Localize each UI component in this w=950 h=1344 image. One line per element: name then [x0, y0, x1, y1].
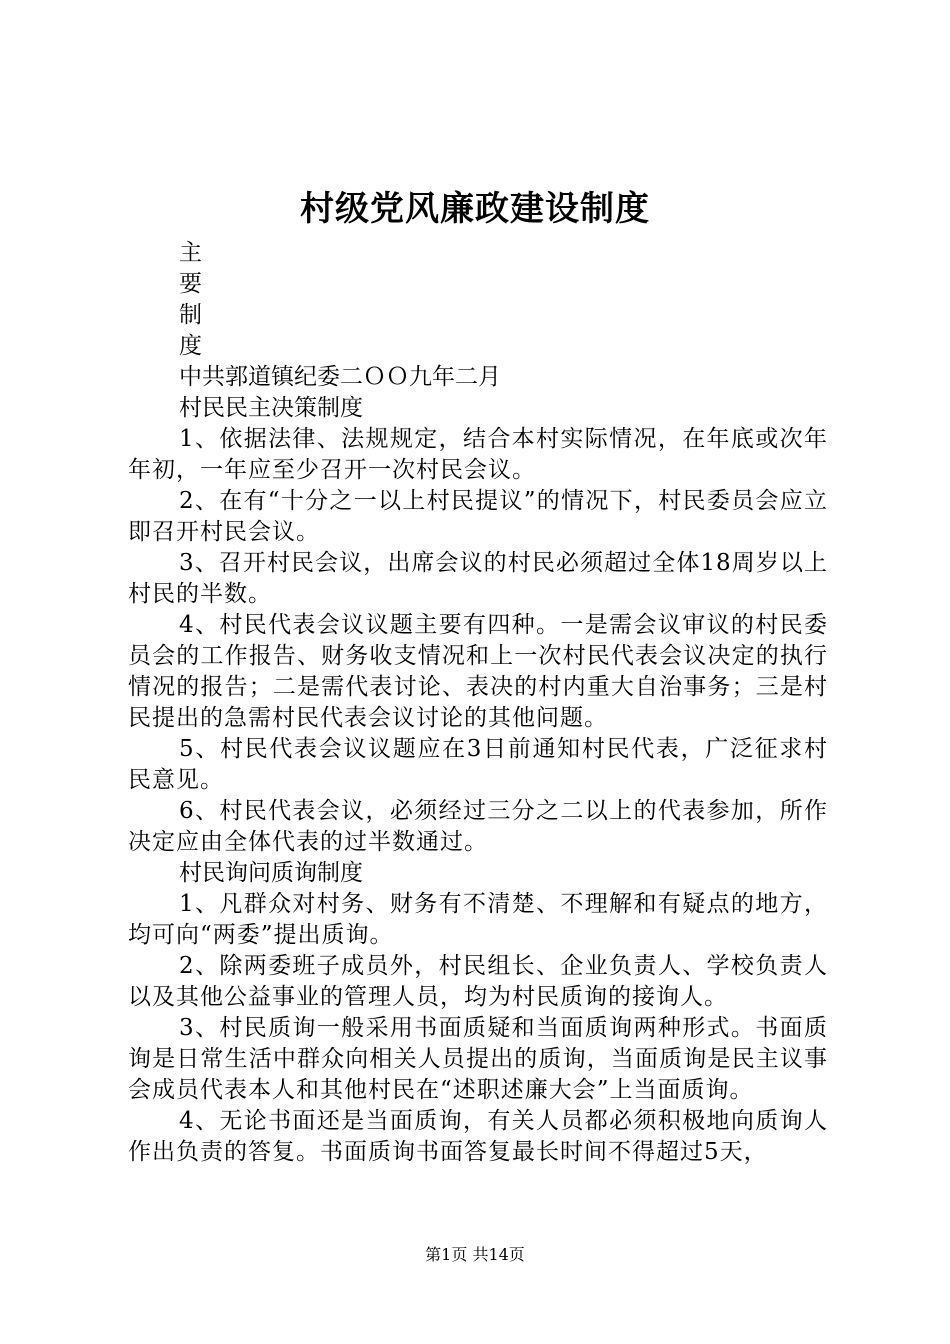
paragraph: 1、依据法律、法规规定，结合本村实际情况，在年底或次年年初，一年应至少召开一次村民会议。 — [128, 426, 828, 483]
section-heading: 村民询问质询制度 — [179, 860, 363, 886]
paragraph: 5、村民代表会议议题应在3日前通知村民代表，广泛征求村民意见。 — [128, 736, 828, 793]
paragraph: 2、在有“十分之一以上村民提议”的情况下，村民委员会应立即召开村民会议。 — [128, 488, 828, 545]
document-body — [128, 238, 828, 1168]
section-heading: 村民民主决策制度 — [179, 395, 363, 421]
vertical-heading-char: 度 — [179, 333, 202, 359]
paragraph: 6、村民代表会议，必须经过三分之二以上的代表参加，所作决定应由全体代表的过半数通过。 — [128, 798, 828, 855]
paragraph: 3、召开村民会议，出席会议的村民必须超过全体18周岁以上村民的半数。 — [128, 550, 828, 607]
issuer-line: 中共郭道镇纪委二ＯＯ九年二月 — [179, 364, 501, 390]
paragraph: 4、村民代表会议议题主要有四种。一是需会议审议的村民委员会的工作报告、财务收支情况和上一次村民代表会议决定的执行情况的报告；二是需代表讨论、表决的村内重大自治事务；三是村民提出的急需村民代表会议讨论的其他问题。 — [128, 612, 828, 731]
vertical-heading-char: 主 — [179, 240, 202, 266]
paragraph: 4、无论书面还是当面质询，有关人员都必须积极地向质询人作出负责的答复。书面质询书面答复最长时间不得超过5天， — [128, 1108, 828, 1165]
paragraph: 3、村民质询一般采用书面质疑和当面质询两种形式。书面质询是日常生活中群众向相关人员提出的质询，当面质询是民主议事会成员代表本人和其他村民在“述职述廉大会”上当面质询。 — [128, 1015, 828, 1103]
vertical-heading-char: 要 — [179, 271, 202, 297]
vertical-heading-char: 制 — [179, 302, 202, 328]
page-number-footer: 第1页 共14页 — [425, 1245, 525, 1264]
paragraph: 2、除两委班子成员外，村民组长、企业负责人、学校负责人以及其他公益事业的管理人员，均为村民质询的接询人。 — [128, 953, 828, 1010]
paragraph: 1、凡群众对村务、财务有不清楚、不理解和有疑点的地方，均可向“两委”提出质询。 — [128, 891, 828, 948]
document-title: 村级党风廉政建设制度 — [300, 189, 650, 229]
